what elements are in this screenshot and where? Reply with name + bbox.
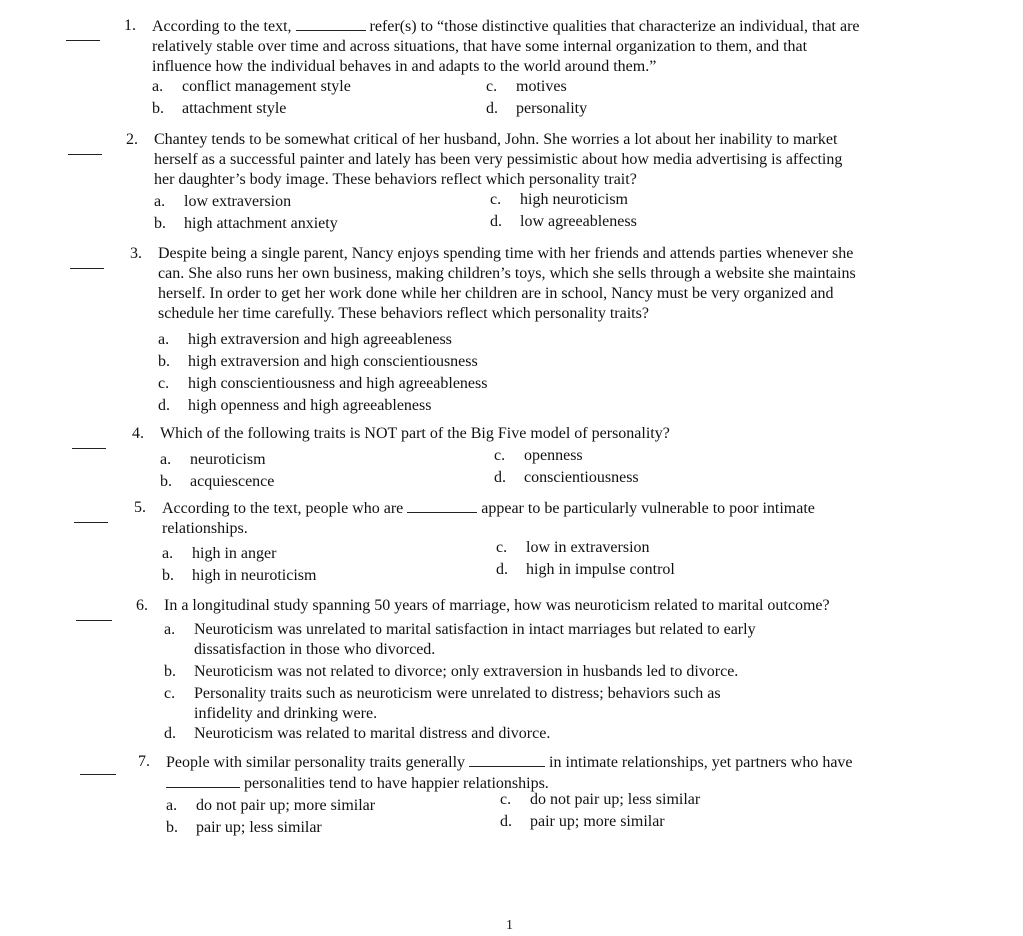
option-d[interactable]: d. low agreeableness bbox=[490, 213, 637, 230]
question-number: 6. bbox=[136, 597, 148, 614]
question-stem: According to the text, people who are appear to be particularly vulnerable to poor intimate relationships. bbox=[162, 500, 815, 537]
option-d[interactable]: d. personality bbox=[486, 100, 588, 117]
question-number: 1. bbox=[124, 17, 136, 34]
option-c[interactable]: c. low in extraversion bbox=[496, 539, 650, 556]
question-stem: In a longitudinal study spanning 50 years of marriage, how was neuroticism related to marital outcome? bbox=[164, 597, 830, 614]
answer-blank-q7[interactable] bbox=[80, 774, 116, 775]
question-5 bbox=[134, 498, 934, 584]
question-number: 2. bbox=[126, 131, 138, 148]
answer-blank-q4[interactable] bbox=[72, 448, 106, 449]
option-a[interactable]: a. do not pair up; more similar bbox=[166, 797, 376, 814]
question-number: 3. bbox=[130, 245, 142, 262]
option-c[interactable]: c. openness bbox=[494, 447, 583, 464]
option-b[interactable]: b. high in neuroticism bbox=[162, 567, 317, 584]
answer-blank-q5[interactable] bbox=[74, 522, 108, 523]
option-c[interactable]: c. do not pair up; less similar bbox=[500, 791, 701, 808]
option-b[interactable]: b. pair up; less similar bbox=[166, 819, 322, 836]
option-a[interactable]: a. high extraversion and high agreeableness bbox=[158, 331, 452, 348]
question-stem: Chantey tends to be somewhat critical of her husband, John. She worries a lot about her inability to market herself as a successful painter and lately has been very pessimistic about how media advertising is affecting her daughter’s body image. These behaviors reflect which personality trait? bbox=[154, 131, 843, 188]
option-c[interactable]: c. high conscientiousness and high agreeableness bbox=[158, 375, 488, 392]
fill-in-blank[interactable] bbox=[166, 773, 240, 788]
answer-blank-q1[interactable] bbox=[66, 40, 100, 41]
question-6 bbox=[136, 596, 936, 742]
question-1 bbox=[124, 16, 924, 120]
option-c[interactable]: c. motives bbox=[486, 78, 567, 95]
option-b[interactable]: b. acquiescence bbox=[160, 473, 275, 490]
page-number: 1 bbox=[506, 918, 513, 933]
option-a[interactable]: a. high in anger bbox=[162, 545, 277, 562]
fill-in-blank[interactable] bbox=[469, 752, 545, 767]
option-d[interactable]: d. pair up; more similar bbox=[500, 813, 665, 830]
option-b[interactable]: b. attachment style bbox=[152, 100, 287, 117]
option-b[interactable]: b. high attachment anxiety bbox=[154, 215, 338, 232]
option-a[interactable]: a. neuroticism bbox=[160, 451, 266, 468]
question-stem: According to the text, refer(s) to “those distinctive qualities that characterize an individual, that are relatively stable over time and across situations, that have some internal organization to them, and that influence how the individual behaves in and adapts to the world around them.” bbox=[152, 18, 860, 75]
fill-in-blank[interactable] bbox=[296, 16, 366, 31]
option-a[interactable]: a. low extraversion bbox=[154, 193, 292, 210]
question-stem: Which of the following traits is NOT part of the Big Five model of personality? bbox=[160, 425, 670, 442]
question-stem: Despite being a single parent, Nancy enjoys spending time with her friends and attends parties whenever she can. She also runs her own business, making children’s toys, which she sells through a website she maintains herself. In order to get her work done while her children are in school, Nancy must be very organized and schedule her time carefully. These behaviors reflect which personality traits? bbox=[158, 245, 856, 322]
question-number: 7. bbox=[138, 753, 150, 770]
question-3 bbox=[130, 244, 930, 412]
question-2 bbox=[126, 130, 926, 234]
answer-blank-q6[interactable] bbox=[76, 620, 112, 621]
option-d[interactable]: d. conscientiousness bbox=[494, 469, 639, 486]
question-number: 5. bbox=[134, 499, 146, 516]
option-b[interactable]: b. Neuroticism was not related to divorce; only extraversion in husbands led to divorce. bbox=[164, 663, 739, 680]
question-4 bbox=[132, 424, 932, 488]
option-c[interactable]: c. high neuroticism bbox=[490, 191, 628, 208]
option-b[interactable]: b. high extraversion and high conscientiousness bbox=[158, 353, 478, 370]
fill-in-blank[interactable] bbox=[407, 498, 477, 513]
question-7 bbox=[138, 752, 938, 838]
option-d[interactable]: d. high openness and high agreeableness bbox=[158, 397, 432, 414]
question-stem: People with similar personality traits generally in intimate relationships, yet partners who have personalities tend to have happier relationships. bbox=[166, 754, 853, 792]
answer-blank-q2[interactable] bbox=[68, 154, 102, 155]
option-a[interactable]: a. Neuroticism was unrelated to marital satisfaction in intact marriages but related to early dissatisfaction in those who divorced. bbox=[164, 621, 756, 658]
question-number: 4. bbox=[132, 425, 144, 442]
option-c[interactable]: c. Personality traits such as neuroticism were unrelated to distress; behaviors such as infidelity and drinking were. bbox=[164, 685, 721, 722]
option-a[interactable]: a. conflict management style bbox=[152, 78, 351, 95]
option-d[interactable]: d. high in impulse control bbox=[496, 561, 675, 578]
option-d[interactable]: d. Neuroticism was related to marital distress and divorce. bbox=[164, 725, 551, 742]
answer-blank-q3[interactable] bbox=[70, 268, 104, 269]
